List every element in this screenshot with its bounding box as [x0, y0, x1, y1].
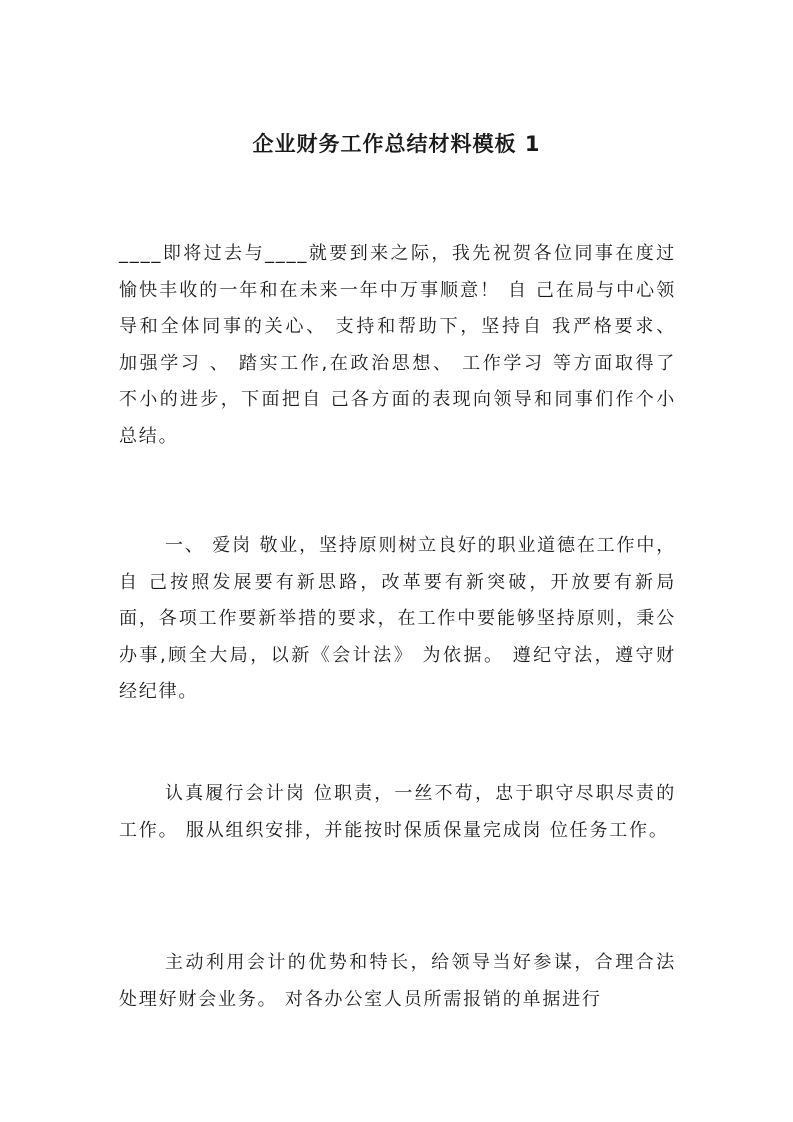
document-title: 企业财务工作总结材料模板 1 [252, 132, 541, 156]
paragraph-duties: 认真履行会计岗 位职责，一丝不苟，忠于职守尽职尽责的工作。 服从组织安排，并能按时保质保量完成岗 位任务工作。 [119, 783, 676, 841]
paragraph-section-one: 一、 爱岗 敬业，坚持原则树立良好的职业道德在工作中，自 己按照发展要有新思路，改革要有新突破，开放要有新局面，各项工作要新举措的要求，在工作中要能够坚持原则，秉公办事,顾全大局，以新《会计法》 为依据。 遵纪守法，遵守财经纪律。 [119, 535, 676, 702]
paragraph-advisory: 主动利用会计的优势和特长，给领导当好参谋，合理合法处理好财会业务。 对各办公室人员所需报销的单据进行 [119, 952, 676, 1010]
paragraph-intro: ____即将过去与____就要到来之际，我先祝贺各位同事在度过愉快丰收的一年和在未来一年中万事顺意！ 自 己在局与中心领导和全体同事的关心、 支持和帮助下，坚持自 我严格要求、 加强学习 、 踏实工作,在政治思想、 工作学习 等方面取得了 不小的进步，下面把自 己各方面的表现向领导和同事们作个小总结。 [119, 243, 676, 447]
